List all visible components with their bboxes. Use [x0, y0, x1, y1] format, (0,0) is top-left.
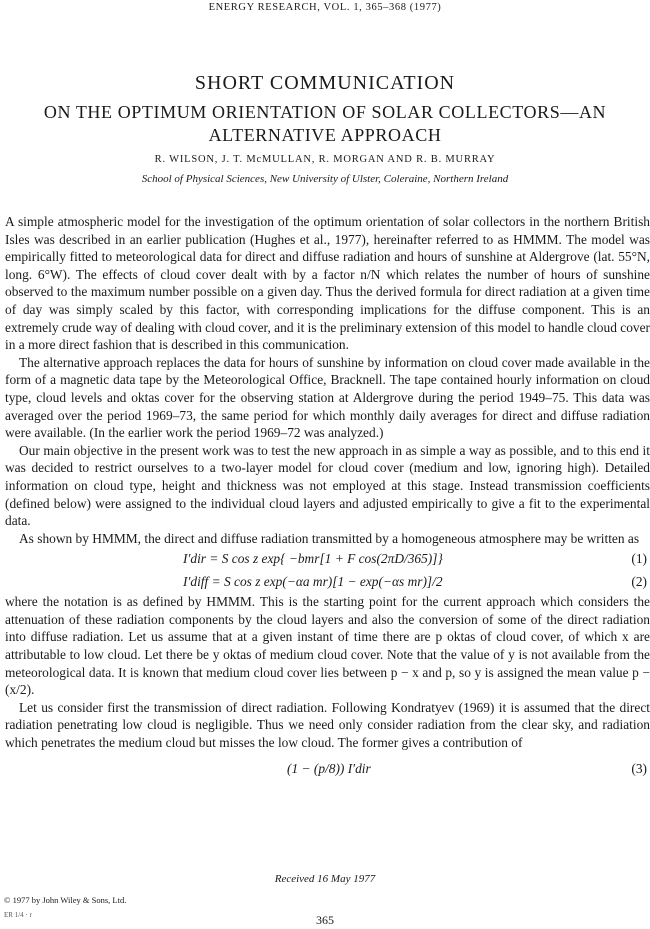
- equation-1-expression: I′dir = S cos z exp{ −bmr[1 + F cos(2πD/365)]}: [183, 551, 443, 567]
- paragraph-objective: Our main objective in the present work was to test the new approach in as simple a way as possible, and to this end it was decided to restrict ourselves to a two-layer model for cloud cover (medium and low, ignoring high). Detailed information on cloud type, height and thickness was not employed at this stage. Instead transmission coefficients (defined below) were assigned to the individual cloud layers and adjusted empirically to give a fit to the experimental data.: [5, 442, 650, 529]
- section-label: SHORT COMMUNICATION: [194, 72, 456, 94]
- article-body: [5, 213, 650, 782]
- article-title: ON THE OPTIMUM ORIENTATION OF SOLAR COLLECTORS—AN ALTERNATIVE APPROACH: [43, 102, 607, 145]
- equation-2-number: (2): [631, 574, 647, 590]
- equation-1: [5, 547, 650, 570]
- equation-2: [5, 570, 650, 593]
- paragraph-homogeneous: As shown by HMMM, the direct and diffuse radiation transmitted by a homogeneous atmosphere may be written as: [19, 530, 640, 546]
- equation-3-expression: (1 − (p/8)) I′dir: [287, 760, 371, 776]
- running-head: ENERGY RESEARCH, VOL. 1, 365–368 (1977): [208, 2, 442, 13]
- paragraph-intro: A simple atmospheric model for the investigation of the optimum orientation of solar collectors in the northern British Isles was described in an earlier publication (Hughes et al., 1977), hereinafter referred to as HMMM. The model was empirically fitted to meteorological data for direct and diffuse radiation and hours of sunshine at Aldergrove (lat. 55°N, long. 6°W). The effects of cloud cover dealt with by a factor n/N which relates the number of hours of sunshine observed to the maximum number possible on a given day. Thus the derived formula for direct radiation at a given time of day was simply scaled by this factor, with corresponding implications for the diffuse component. This is an extremely crude way of dealing with cloud cover, and it is the preliminary extension of this model to handle cloud cover in a more direct fashion that is described in this communication.: [5, 214, 650, 353]
- equation-3: [5, 752, 650, 782]
- paragraph-approach: The alternative approach replaces the data for hours of sunshine by information on cloud cover made available in the form of a magnetic data tape by the Meteorological Office, Bracknell. The tape contained hourly information on cloud type, cloud levels and oktas cover for the observing station at Aldergrove during the period 1949–75. This data was averaged over the period 1969–73, the same period for which monthly daily averages for direct and diffuse radiation were available. (In the earlier work the period 1969–72 was analyzed.): [5, 354, 650, 441]
- received-date: Received 16 May 1977: [274, 873, 376, 885]
- paragraph-direct-transmission: Let us consider first the transmission of direct radiation. Following Kondratyev (1969) it is assumed that the direct radiation penetrating low cloud is negligible. Thus we need only consider radiation from the clear sky, and radiation which penetrates the medium cloud but misses the low cloud. The former gives a contribution of: [5, 699, 650, 751]
- author-list: R. WILSON, J. T. McMULLAN, R. MORGAN AND R. B. MURRAY: [154, 154, 496, 165]
- equation-1-number: (1): [631, 551, 647, 567]
- paragraph-notation: where the notation is as defined by HMMM. This is the starting point for the current approach which considers the attenuation of these radiation components by the cloud layers and also the conversion of some of the direct radiation into diffuse radiation. Let us assume that at a given instant of time there are p oktas of cloud cover, of which x are attributable to low cloud. Let there be y oktas of medium cloud cover. Note that the value of y is not available from the meteorological data. It is known that medium cloud cover lies between p − x and p, so y is assigned the mean value p − (x/2).: [5, 594, 650, 698]
- equation-2-expression: I′diff = S cos z exp(−αa mr)[1 − exp(−αs mr)]/2: [183, 574, 443, 590]
- copyright-notice: © 1977 by John Wiley & Sons, Ltd.: [4, 895, 127, 905]
- page-number: 365: [316, 913, 334, 927]
- equation-3-number: (3): [631, 760, 647, 776]
- printer-code: ER 1/4 · r: [4, 911, 32, 919]
- affiliation: School of Physical Sciences, New University of Ulster, Coleraine, Northern Ireland: [141, 173, 509, 185]
